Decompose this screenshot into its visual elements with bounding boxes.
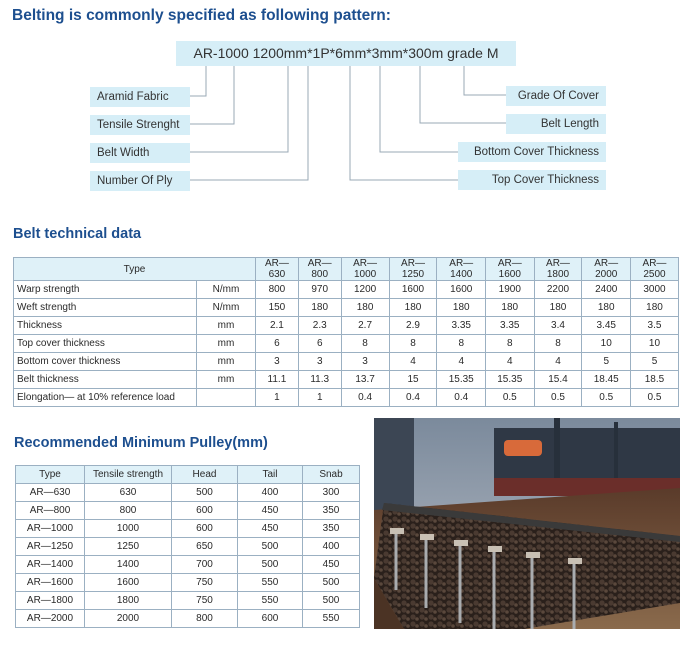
table-cell: 8 [341, 335, 389, 353]
table-cell: 550 [238, 592, 303, 610]
table-row [16, 502, 360, 520]
table-cell: 550 [238, 574, 303, 592]
table-cell: 3.5 [630, 317, 678, 335]
table-cell: 3.35 [486, 317, 535, 335]
tech-heading: Belt technical data [13, 226, 142, 242]
table-cell: AR—1800 [16, 592, 85, 610]
table-cell: 15.35 [486, 371, 535, 389]
table-cell: 0.5 [582, 389, 631, 407]
table-cell: 630 [85, 484, 172, 502]
label-grade-of-cover: Grade Of Cover [506, 86, 606, 106]
table-cell: AR—1400 [16, 556, 85, 574]
property-unit: mm [197, 317, 256, 335]
type-header: Type [14, 258, 256, 281]
pulley-header: Snab [303, 466, 360, 484]
table-cell: 18.5 [630, 371, 678, 389]
table-header-row [16, 466, 360, 484]
table-header-row [14, 258, 679, 281]
table-row [16, 538, 360, 556]
property-name: Top cover thickness [14, 335, 197, 353]
table-cell: 0.5 [486, 389, 535, 407]
table-row [16, 484, 360, 502]
table-cell: 800 [85, 502, 172, 520]
table-row [16, 520, 360, 538]
table-cell: 8 [534, 335, 582, 353]
table-cell: 1600 [389, 281, 437, 299]
table-cell: 8 [437, 335, 486, 353]
table-cell: 1600 [85, 574, 172, 592]
table-cell: 400 [238, 484, 303, 502]
table-cell: 5 [630, 353, 678, 371]
property-unit [197, 389, 256, 407]
table-cell: 13.7 [341, 371, 389, 389]
table-cell: 180 [534, 299, 582, 317]
table-cell: 3.4 [534, 317, 582, 335]
table-cell: 350 [303, 502, 360, 520]
model-header: AR—800 [298, 258, 341, 281]
table-row [16, 556, 360, 574]
table-cell: 450 [238, 502, 303, 520]
conveyor-photo [374, 418, 680, 629]
table-cell: AR—1000 [16, 520, 85, 538]
property-name: Belt thickness [14, 371, 197, 389]
table-cell: 500 [238, 538, 303, 556]
property-name: Weft strength [14, 299, 197, 317]
property-unit: N/mm [197, 281, 256, 299]
table-cell: 300 [303, 484, 360, 502]
table-cell: 1 [256, 389, 299, 407]
table-cell: 3 [298, 353, 341, 371]
label-bottom-cover-thickness: Bottom Cover Thickness [458, 142, 606, 162]
label-aramid-fabric: Aramid Fabric [90, 87, 190, 107]
conveyor-illustration [374, 418, 680, 629]
table-cell: 3.35 [437, 317, 486, 335]
property-name: Elongation— at 10% reference load [14, 389, 197, 407]
label-belt-length: Belt Length [506, 114, 606, 134]
table-cell: 2.7 [341, 317, 389, 335]
table-cell: 180 [298, 299, 341, 317]
table-row [16, 574, 360, 592]
table-cell: 800 [172, 610, 238, 628]
table-cell: 500 [238, 556, 303, 574]
table-cell: 500 [172, 484, 238, 502]
table-cell: 8 [389, 335, 437, 353]
pulley-header: Type [16, 466, 85, 484]
table-cell: 8 [486, 335, 535, 353]
table-cell: 1000 [85, 520, 172, 538]
table-row [14, 281, 679, 299]
table-cell: 6 [256, 335, 299, 353]
table-cell: 750 [172, 592, 238, 610]
table-cell: 600 [238, 610, 303, 628]
table-cell: 1400 [85, 556, 172, 574]
property-unit: mm [197, 371, 256, 389]
table-cell: 180 [341, 299, 389, 317]
table-cell: 1900 [486, 281, 535, 299]
table-cell: 3 [256, 353, 299, 371]
table-row [16, 610, 360, 628]
table-cell: 600 [172, 520, 238, 538]
label-belt-width: Belt Width [90, 143, 190, 163]
model-header: AR—2500 [630, 258, 678, 281]
model-header: AR—1800 [534, 258, 582, 281]
model-header: AR—1000 [341, 258, 389, 281]
table-cell: 11.3 [298, 371, 341, 389]
table-cell: 450 [303, 556, 360, 574]
pattern-code: AR-1000 1200mm*1P*6mm*3mm*300m grade M [176, 41, 516, 66]
table-cell: 0.4 [341, 389, 389, 407]
pulley-header: Tensile strength [85, 466, 172, 484]
table-cell: 970 [298, 281, 341, 299]
belt-technical-table [13, 257, 679, 407]
table-cell: 10 [582, 335, 631, 353]
property-name: Warp strength [14, 281, 197, 299]
model-header: AR—1400 [437, 258, 486, 281]
table-cell: 400 [303, 538, 360, 556]
table-cell: 0.5 [630, 389, 678, 407]
table-cell: 3 [341, 353, 389, 371]
table-cell: 2400 [582, 281, 631, 299]
table-row [14, 371, 679, 389]
table-cell: 2.9 [389, 317, 437, 335]
table-cell: 10 [630, 335, 678, 353]
model-header: AR—2000 [582, 258, 631, 281]
table-cell: 650 [172, 538, 238, 556]
table-cell: 180 [582, 299, 631, 317]
table-cell: 180 [630, 299, 678, 317]
label-number-of-ply: Number Of Ply [90, 171, 190, 191]
table-cell: 2.1 [256, 317, 299, 335]
property-unit: mm [197, 335, 256, 353]
table-cell: 15.4 [534, 371, 582, 389]
table-cell: AR—2000 [16, 610, 85, 628]
table-cell: 1200 [341, 281, 389, 299]
table-cell: AR—1250 [16, 538, 85, 556]
table-cell: 5 [582, 353, 631, 371]
table-cell: 180 [389, 299, 437, 317]
table-cell: 3000 [630, 281, 678, 299]
table-cell: 180 [437, 299, 486, 317]
table-cell: 4 [534, 353, 582, 371]
table-cell: 1250 [85, 538, 172, 556]
table-cell: 4 [486, 353, 535, 371]
table-cell: 0.4 [389, 389, 437, 407]
table-cell: 4 [389, 353, 437, 371]
table-cell: 6 [298, 335, 341, 353]
model-header: AR—1250 [389, 258, 437, 281]
table-cell: 1600 [437, 281, 486, 299]
label-tensile-strength: Tensile Strenght [90, 115, 190, 135]
label-top-cover-thickness: Top Cover Thickness [458, 170, 606, 190]
table-cell: AR—800 [16, 502, 85, 520]
table-cell: 450 [238, 520, 303, 538]
table-row [14, 299, 679, 317]
table-cell: 600 [172, 502, 238, 520]
table-row [16, 592, 360, 610]
property-name: Thickness [14, 317, 197, 335]
table-cell: 15 [389, 371, 437, 389]
table-cell: AR—1600 [16, 574, 85, 592]
table-cell: 800 [256, 281, 299, 299]
model-header: AR—630 [256, 258, 299, 281]
table-cell: 550 [303, 610, 360, 628]
table-row [14, 389, 679, 407]
property-unit: mm [197, 353, 256, 371]
pulley-header: Head [172, 466, 238, 484]
table-cell: AR—630 [16, 484, 85, 502]
table-cell: 180 [486, 299, 535, 317]
table-cell: 2.3 [298, 317, 341, 335]
table-cell: 700 [172, 556, 238, 574]
pulley-heading: Recommended Minimum Pulley(mm) [14, 435, 268, 451]
table-row [14, 317, 679, 335]
property-unit: N/mm [197, 299, 256, 317]
table-cell: 15.35 [437, 371, 486, 389]
pulley-table [15, 465, 360, 628]
table-cell: 2200 [534, 281, 582, 299]
pattern-heading: Belting is commonly specified as following pattern: [12, 7, 391, 24]
table-cell: 3.45 [582, 317, 631, 335]
table-cell: 500 [303, 574, 360, 592]
table-cell: 150 [256, 299, 299, 317]
table-cell: 18.45 [582, 371, 631, 389]
table-cell: 500 [303, 592, 360, 610]
pulley-header: Tail [238, 466, 303, 484]
table-cell: 750 [172, 574, 238, 592]
table-cell: 2000 [85, 610, 172, 628]
table-cell: 350 [303, 520, 360, 538]
model-header: AR—1600 [486, 258, 535, 281]
table-cell: 4 [437, 353, 486, 371]
table-cell: 1800 [85, 592, 172, 610]
table-cell: 1 [298, 389, 341, 407]
table-cell: 11.1 [256, 371, 299, 389]
table-row [14, 335, 679, 353]
property-name: Bottom cover thickness [14, 353, 197, 371]
table-cell: 0.5 [534, 389, 582, 407]
table-cell: 0.4 [437, 389, 486, 407]
table-row [14, 353, 679, 371]
